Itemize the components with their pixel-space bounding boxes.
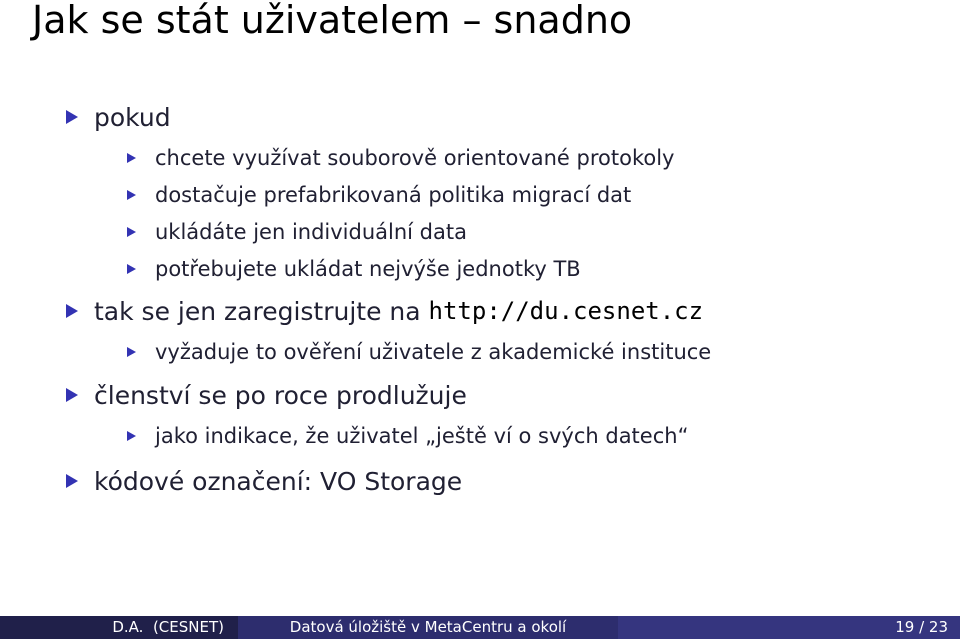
sub-bullet-item <box>127 142 674 174</box>
sub-bullet-text: vyžaduje to ověření uživatele z akademické instituce <box>155 340 712 364</box>
bullet-text: tak se jen zaregistrujte na <box>94 296 429 326</box>
footer-bar <box>0 616 960 639</box>
sub-bullet-text: dostačuje prefabrikovaná politika migrací dat <box>155 183 632 207</box>
bullet-triangle-icon <box>66 474 78 488</box>
bullet-triangle-icon <box>127 431 136 441</box>
sub-bullet-text: ukládáte jen individuální data <box>155 220 467 244</box>
sub-bullet-item <box>127 336 711 368</box>
bullet-triangle-icon <box>127 190 136 200</box>
sub-bullet-text: jako indikace, že uživatel „ještě ví o svých datech“ <box>155 424 689 448</box>
footer-author: D.A. (CESNET) <box>0 616 238 639</box>
bullet-text: pokud <box>94 102 171 132</box>
bullet-triangle-icon <box>127 264 136 274</box>
bullet-item <box>66 99 171 135</box>
sub-bullet-item <box>127 216 467 248</box>
sub-bullet-item <box>127 179 631 211</box>
bullet-triangle-icon <box>127 347 136 357</box>
footer-page-number: 19 / 23 <box>618 616 960 639</box>
sub-bullet-item <box>127 253 581 285</box>
sub-bullet-text: potřebujete ukládat nejvýše jednotky TB <box>155 257 581 281</box>
bullet-item <box>66 463 462 499</box>
bullet-item <box>66 377 467 413</box>
bullet-triangle-icon <box>66 388 78 402</box>
sub-bullet-item <box>127 420 688 452</box>
bullet-triangle-icon <box>127 153 136 163</box>
sub-bullet-text: chcete využívat souborově orientované protokoly <box>155 146 675 170</box>
bullet-text: kódové označení: VO Storage <box>94 466 463 496</box>
bullet-triangle-icon <box>66 304 78 318</box>
slide-title: Jak se stát uživatelem – snadno <box>32 0 633 42</box>
bullet-item <box>66 293 703 329</box>
bullet-text: členství se po roce prodlužuje <box>94 380 467 410</box>
bullet-triangle-icon <box>66 110 78 124</box>
footer-talk-title: Datová úložiště v MetaCentru a okolí <box>238 616 618 639</box>
bullet-triangle-icon <box>127 227 136 237</box>
registration-url-link[interactable]: http://du.cesnet.cz <box>428 297 704 325</box>
